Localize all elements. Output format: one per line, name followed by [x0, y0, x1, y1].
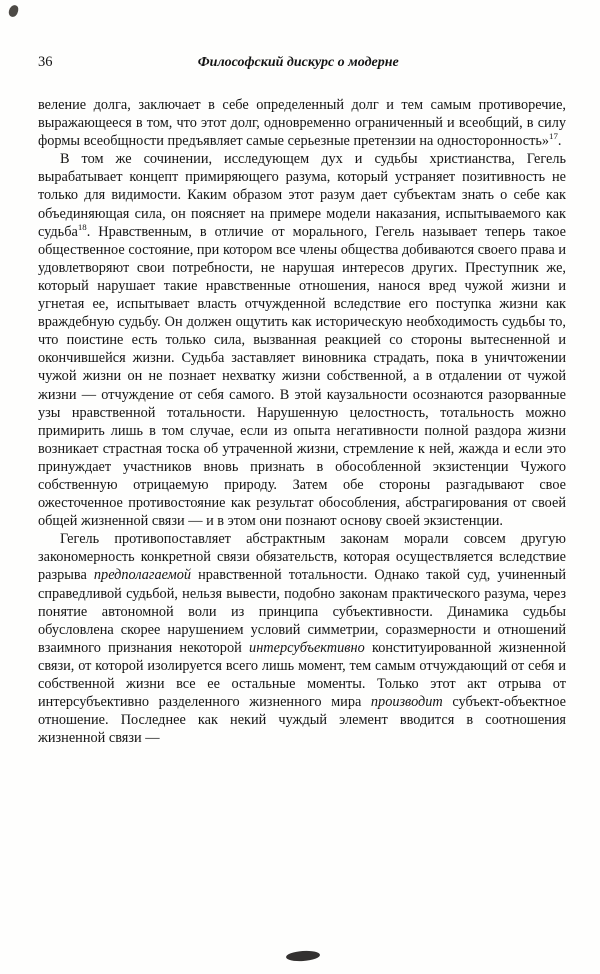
- paragraph: [38, 530, 566, 747]
- text-run: нравственной тотальности. Однако такой суд, учиненный справедливой судьбой, нельзя вывести, подобно законам практического разума, через понятие автономной воли из принципа субъективности. Динамика судьбы обусловлена скорее нарушением условий симметрии, соразмерности и отношений взаимного признания некоторой: [38, 567, 566, 656]
- text-run: В том же сочинении, исследующем дух и судьбы христианства, Гегель вырабатывает концепт примиряющего разума, который устраняет позитивность не только для видимости. Каким образом этот разум дает субъектам знать о себе как объединяющая сила, он поясняет на примере модели наказания, испытываемого как судьба: [38, 151, 566, 240]
- paragraph: [38, 150, 566, 530]
- text-run: Гегель противопоставляет абстрактным законам морали совсем другую закономерность конкретной связи обязательств, которая осуществляется вследствие разрыва: [38, 531, 566, 584]
- emphasis-text: производит: [370, 694, 443, 711]
- running-header: [38, 54, 564, 76]
- text-run: . Нравственным, в отличие от морального, Гегель называет теперь такое общественное состояние, при котором все члены общества добиваются своего права и удовлетворяют свои потребности, не нарушая интересов других. Преступник же, который нарушает такие нравственные отношения, нанося вред чужой жизни и угнетая ее, испытывает власть отчужденной вследствие его поступка жизни как враждебную судьбу. Он должен ощутить как историческую необходимость судьбы то, что поистине есть только сила, вызванная реакцией со стороны вытесненной и окончившейся жизни. Судьба заставляет виновника страдать, пока в уничтожении чужой жизни он не познает нехватку жизни собственной, а в отдалении от чужой жизни — отчуждение от себя самого. В этой каузальности осознаются разорванные узы нравственной тотальности. Нарушенную целостность, тотальность можно примирить лишь в том случае, если из опыта негативности полной раздора жизни возникает страстная тоска об утраченной жизни, стремление к ней, жажда и если это принуждает участников вновь признать в обособленной экзистенции Чужого собственную отрицаемую природу. Затем обе стороны разгадывают свое ожесточенное противостояние как результат обособления, абстрагирования от своей общей жизненной связи — и в этом они познают основу своей экзистенции.: [38, 223, 566, 530]
- emphasis-text: интерсубъективно: [249, 639, 365, 656]
- text-run: .: [557, 133, 562, 150]
- text-run: субъект-объектное отношение. Последнее как некий чуждый элемент вводится в соотношения жизненной связи —: [38, 694, 566, 747]
- footnote-ref: 18: [77, 221, 87, 232]
- footnote-ref: 17: [549, 131, 558, 142]
- text-run: конституированной жизненной связи, от которой изолируется всего лишь момент, тем самым отчуждающий от себя и собственной жизни все ее остальные моменты. Только этот акт отрыва от интерсубъективно разделенного жизненного мира: [38, 639, 566, 711]
- page-number: 36: [38, 54, 53, 70]
- emphasis-text: предполагаемой: [93, 567, 192, 584]
- running-title: Философский дискурс о модерне: [197, 55, 399, 70]
- scan-artifact-bottom: [286, 950, 321, 962]
- paragraph: [38, 96, 566, 150]
- scan-artifact-top-left: [8, 4, 19, 18]
- body-text: [38, 96, 566, 747]
- text-run: веление долга, заключает в себе определенный долг и тем самым противоречие, выражающееся в том, что этот долг, одновременно ограниченный и всеобщий, в силу формы всеобщности предъявляет самые серьезные претензии на односторонность»: [38, 97, 566, 150]
